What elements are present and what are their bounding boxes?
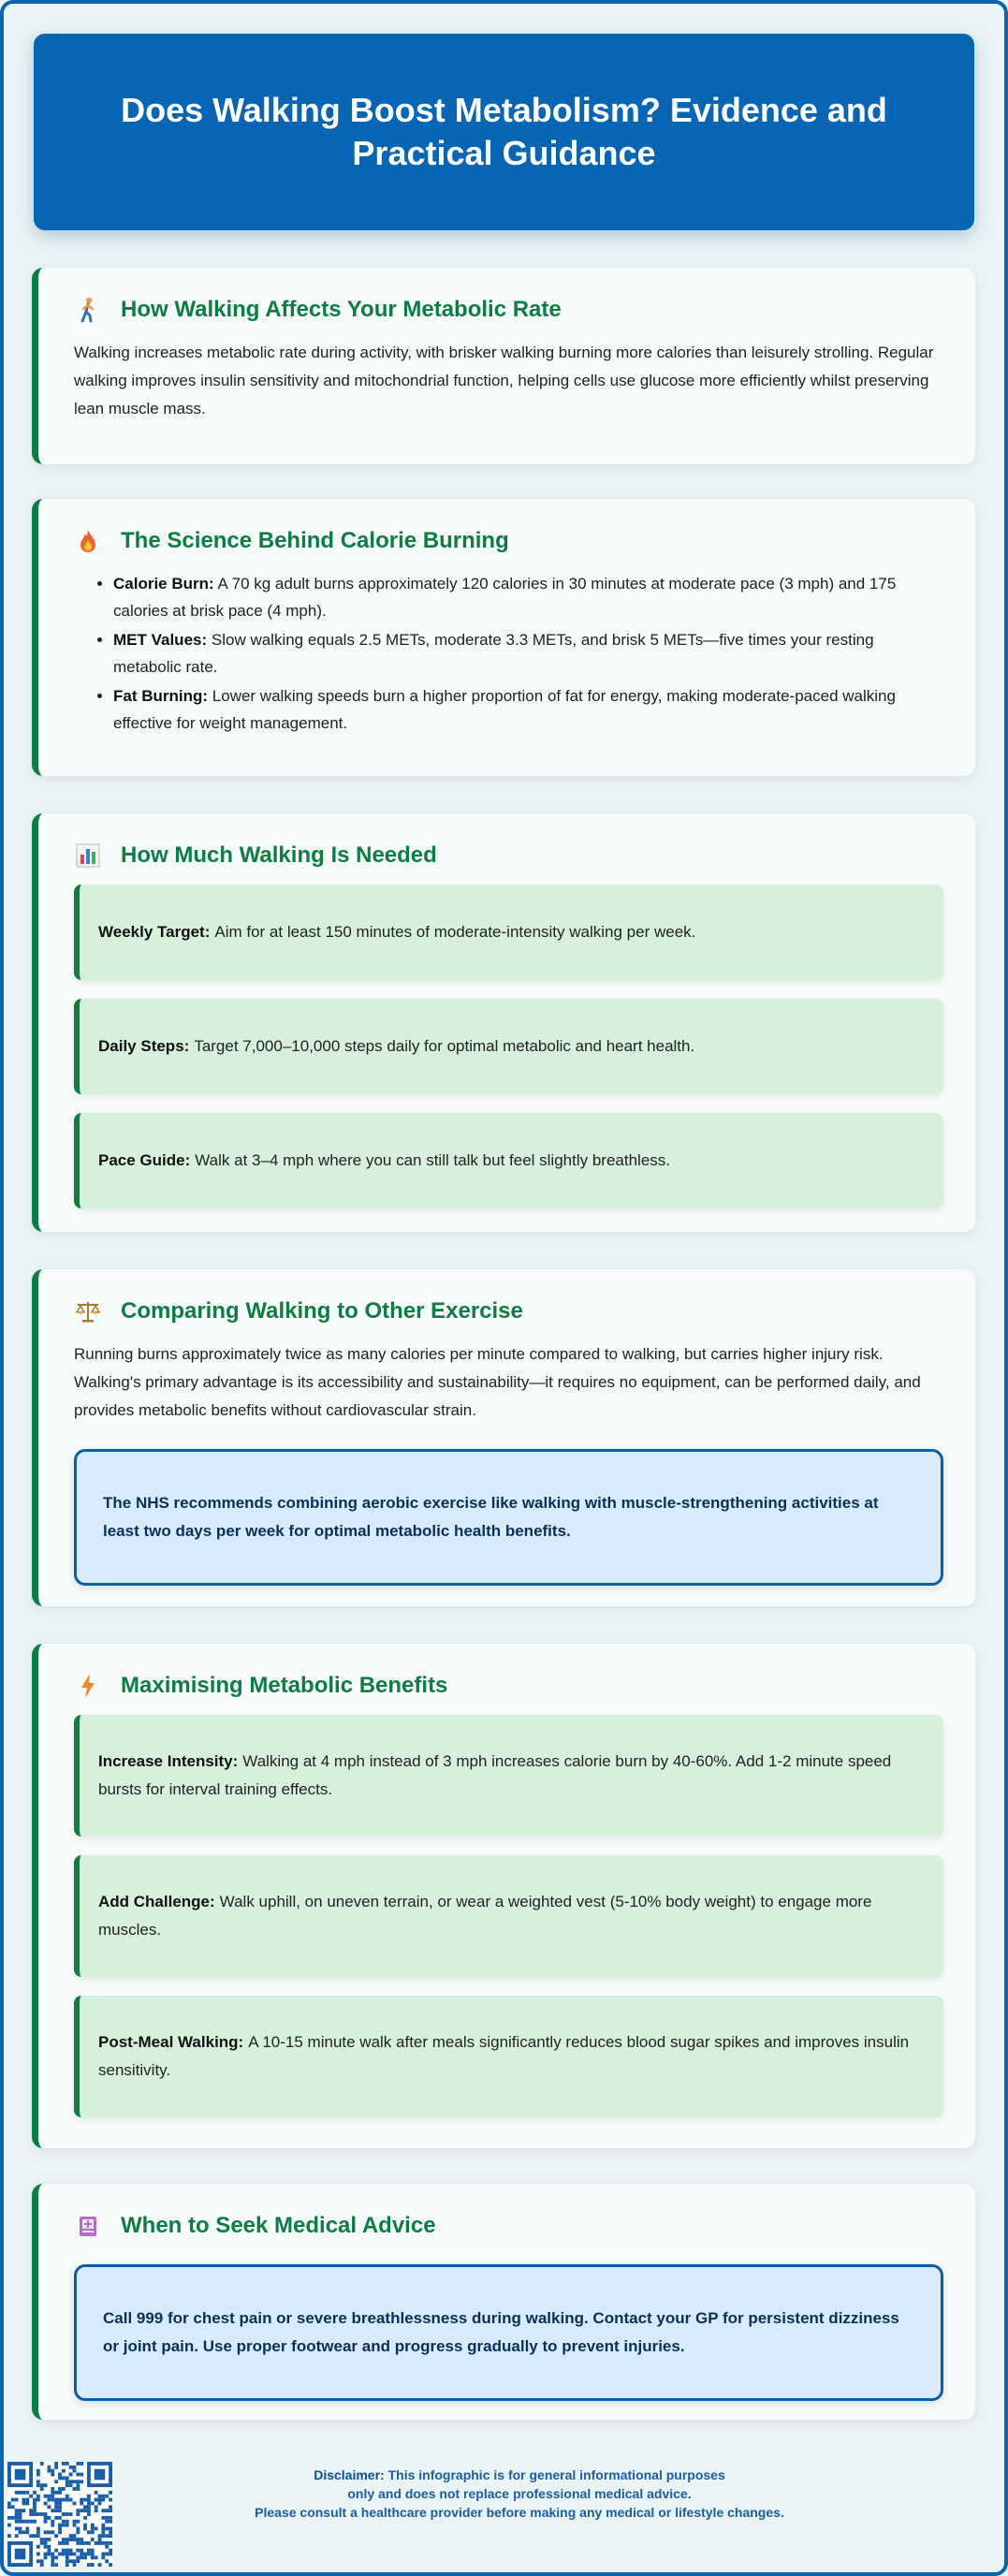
section-science: [32, 499, 975, 776]
lightning-icon: [74, 1672, 102, 1700]
section-title: When to Seek Medical Advice: [121, 2213, 436, 2238]
tip-box-add-challenge: Add Challenge: Walk uphill, on uneven terrain, or wear a weighted vest (5-10% body weight) to engage more muscles.: [74, 1855, 943, 1977]
tip-box-increase-intensity: Increase Intensity: Walking at 4 mph instead of 3 mph increases calorie burn by 40-60%. Add 1-2 minute speed bursts for interval training effects.: [74, 1715, 943, 1837]
section-metabolic-rate: [32, 268, 975, 464]
fire-icon: [74, 527, 102, 555]
page-title: Does Walking Boost Metabolism? Evidence and Practical Guidance: [121, 91, 887, 172]
science-list: [113, 570, 943, 737]
nhs-callout: The NHS recommends combining aerobic exercise like walking with muscle-strengthening activities at least two days per week for optimal metabolic health benefits.: [74, 1449, 943, 1586]
list-item: • Fat Burning: Lower walking speeds burn a higher proportion of fat for energy, making moderate-paced walking effective for weight management.: [113, 682, 943, 737]
balance-scale-icon: [74, 1297, 102, 1325]
footer: [0, 2452, 1008, 2576]
page-header: [34, 34, 974, 230]
section-title: How Walking Affects Your Metabolic Rate: [121, 297, 562, 322]
tip-box-weekly-target: Weekly Target: Aim for at least 150 minutes of moderate-intensity walking per week.: [74, 885, 943, 980]
medical-callout: Call 999 for chest pain or severe breathlessness during walking. Contact your GP for persistent dizziness or joint pain. Use proper footwear and progress gradually to prevent injuries.: [74, 2264, 943, 2401]
section-title: How Much Walking Is Needed: [121, 842, 437, 868]
list-item: • Calorie Burn: A 70 kg adult burns approximately 120 calories in 30 minutes at moderate pace (3 mph) and 175 calories at brisk pace (4 mph).: [113, 570, 943, 624]
tip-box-daily-steps: Daily Steps: Target 7,000–10,000 steps daily for optimal metabolic and heart health.: [74, 999, 943, 1094]
tip-box-pace-guide: Pace Guide: Walk at 3–4 mph where you can still talk but feel slightly breathless.: [74, 1113, 943, 1208]
section-how-much: [32, 813, 975, 1232]
disclaimer: Disclaimer: This infographic is for general informational purposes only and does not replace professional medical advice. Please consult a healthcare provider before making any medical or lifestyle changes.: [255, 2467, 784, 2520]
section-text: Running burns approximately twice as many calories per minute compared to walking, but carries higher injury risk. Walking's primary advantage is its accessibility and sustainability—it requires no equipment, can be performed daily, and provides metabolic benefits without cardiovascular strain.: [74, 1345, 921, 1419]
section-title: Maximising Metabolic Benefits: [121, 1673, 448, 1698]
medical-kit-icon: [74, 2212, 102, 2240]
walking-person-icon: [74, 296, 102, 324]
section-maximising: [32, 1644, 975, 2148]
qr-code-icon[interactable]: [7, 2462, 112, 2567]
list-item: • MET Values: Slow walking equals 2.5 METs, moderate 3.3 METs, and brisk 5 METs—five times your resting metabolic rate.: [113, 626, 943, 681]
section-text: Walking increases metabolic rate during activity, with brisker walking burning more calories than leisurely strolling. Regular walking improves insulin sensitivity and mitochondrial function, helping cells use glucose more efficiently whilst preserving lean muscle mass.: [74, 344, 934, 417]
tip-box-post-meal-walking: Post-Meal Walking: A 10-15 minute walk after meals significantly reduces blood sugar spikes and improves insulin sensitivity.: [74, 1996, 943, 2117]
section-title: The Science Behind Calorie Burning: [121, 528, 509, 553]
section-medical: [32, 2184, 975, 2420]
bar-chart-icon: [74, 842, 102, 870]
section-comparing: [32, 1269, 975, 1606]
section-title: Comparing Walking to Other Exercise: [121, 1298, 523, 1324]
